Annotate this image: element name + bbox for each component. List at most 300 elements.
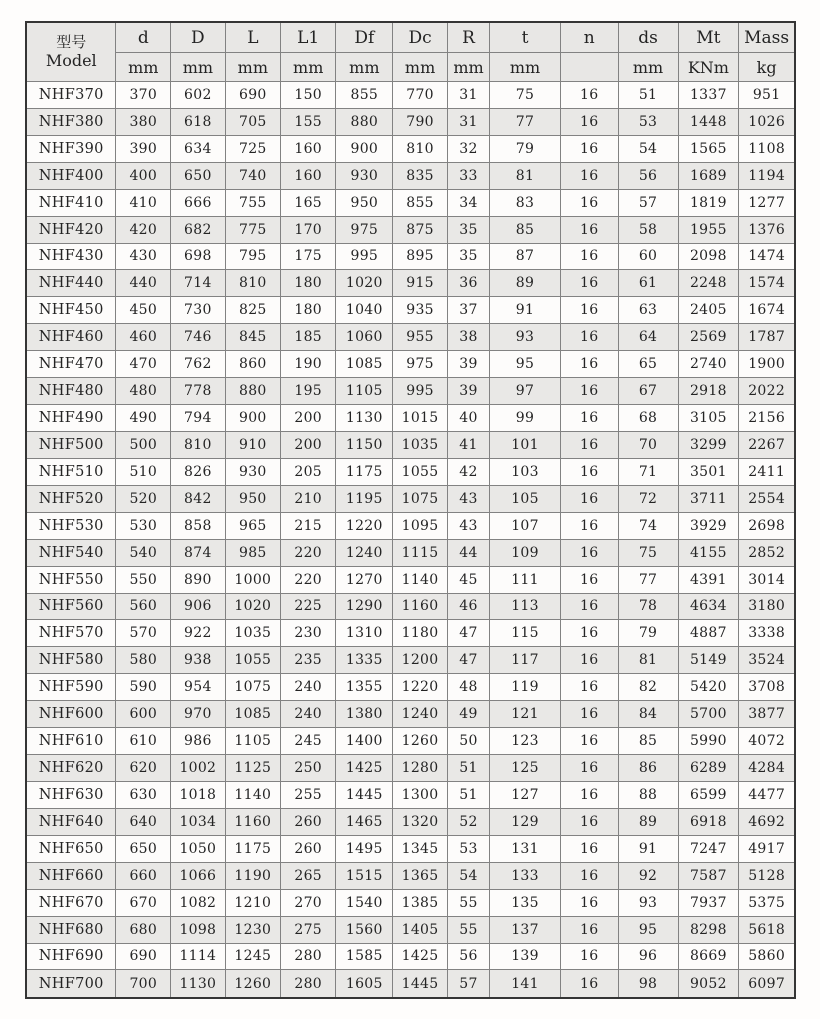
value-cell: 16 — [560, 135, 618, 162]
value-cell: 1200 — [393, 647, 448, 674]
model-cell: NHF460 — [26, 324, 116, 351]
value-cell: 7937 — [678, 889, 739, 916]
value-cell: 775 — [225, 216, 280, 243]
value-cell: 1290 — [336, 593, 393, 620]
value-cell: 3929 — [678, 512, 739, 539]
value-cell: 1448 — [678, 108, 739, 135]
value-cell: 54 — [618, 135, 678, 162]
table-row — [26, 970, 795, 998]
value-cell: 900 — [336, 135, 393, 162]
value-cell: 81 — [618, 647, 678, 674]
value-cell: 89 — [618, 808, 678, 835]
value-cell: 380 — [116, 108, 171, 135]
col-header-L: L — [225, 22, 280, 53]
value-cell: 3524 — [739, 647, 795, 674]
value-cell: 107 — [490, 512, 561, 539]
value-cell: 2852 — [739, 539, 795, 566]
table-row — [26, 862, 795, 889]
value-cell: 16 — [560, 808, 618, 835]
value-cell: 3877 — [739, 701, 795, 728]
value-cell: 250 — [281, 755, 336, 782]
table-row — [26, 808, 795, 835]
model-cell: NHF530 — [26, 512, 116, 539]
value-cell: 1585 — [336, 943, 393, 970]
value-cell: 810 — [393, 135, 448, 162]
value-cell: 4477 — [739, 781, 795, 808]
value-cell: 634 — [171, 135, 226, 162]
value-cell: 165 — [281, 189, 336, 216]
value-cell: 121 — [490, 701, 561, 728]
value-cell: 60 — [618, 243, 678, 270]
value-cell: 880 — [225, 378, 280, 405]
value-cell: 420 — [116, 216, 171, 243]
value-cell: 46 — [447, 593, 489, 620]
value-cell: 1605 — [336, 970, 393, 998]
value-cell: 874 — [171, 539, 226, 566]
table-row — [26, 889, 795, 916]
model-header-chinese: 型号 — [56, 32, 87, 51]
value-cell: 5420 — [678, 674, 739, 701]
col-header-n: n — [560, 22, 618, 53]
value-cell: 4284 — [739, 755, 795, 782]
value-cell: 3338 — [739, 620, 795, 647]
value-cell: 205 — [281, 458, 336, 485]
value-cell: 560 — [116, 593, 171, 620]
value-cell: 520 — [116, 485, 171, 512]
value-cell: 54 — [447, 862, 489, 889]
model-cell: NHF500 — [26, 431, 116, 458]
table-row — [26, 539, 795, 566]
value-cell: 220 — [281, 539, 336, 566]
value-cell: 2022 — [739, 378, 795, 405]
value-cell: 35 — [447, 243, 489, 270]
col-unit-t: mm — [490, 53, 561, 82]
col-unit-Mt: KNm — [678, 53, 739, 82]
value-cell: 16 — [560, 82, 618, 109]
value-cell: 68 — [618, 405, 678, 432]
value-cell: 1270 — [336, 566, 393, 593]
value-cell: 390 — [116, 135, 171, 162]
value-cell: 1400 — [336, 728, 393, 755]
value-cell: 160 — [281, 162, 336, 189]
value-cell: 5618 — [739, 916, 795, 943]
value-cell: 1114 — [171, 943, 226, 970]
value-cell: 770 — [393, 82, 448, 109]
value-cell: 33 — [447, 162, 489, 189]
value-cell: 103 — [490, 458, 561, 485]
value-cell: 935 — [393, 297, 448, 324]
value-cell: 951 — [739, 82, 795, 109]
value-cell: 135 — [490, 889, 561, 916]
value-cell: 57 — [447, 970, 489, 998]
value-cell: 4917 — [739, 835, 795, 862]
value-cell: 2248 — [678, 270, 739, 297]
value-cell: 92 — [618, 862, 678, 889]
value-cell: 83 — [490, 189, 561, 216]
model-cell: NHF560 — [26, 593, 116, 620]
value-cell: 8669 — [678, 943, 739, 970]
value-cell: 39 — [447, 351, 489, 378]
value-cell: 56 — [618, 162, 678, 189]
value-cell: 1280 — [393, 755, 448, 782]
value-cell: 6599 — [678, 781, 739, 808]
value-cell: 96 — [618, 943, 678, 970]
value-cell: 4391 — [678, 566, 739, 593]
value-cell: 47 — [447, 647, 489, 674]
model-cell: NHF600 — [26, 701, 116, 728]
model-cell: NHF670 — [26, 889, 116, 916]
value-cell: 875 — [393, 216, 448, 243]
value-cell: 880 — [336, 108, 393, 135]
value-cell: 51 — [447, 755, 489, 782]
value-cell: 225 — [281, 593, 336, 620]
value-cell: 79 — [618, 620, 678, 647]
value-cell: 16 — [560, 566, 618, 593]
value-cell: 842 — [171, 485, 226, 512]
value-cell: 950 — [336, 189, 393, 216]
value-cell: 37 — [447, 297, 489, 324]
table-body — [26, 82, 795, 999]
value-cell: 3180 — [739, 593, 795, 620]
value-cell: 1955 — [678, 216, 739, 243]
value-cell: 16 — [560, 216, 618, 243]
model-cell: NHF590 — [26, 674, 116, 701]
value-cell: 2267 — [739, 431, 795, 458]
value-cell: 1689 — [678, 162, 739, 189]
value-cell: 16 — [560, 647, 618, 674]
value-cell: 778 — [171, 378, 226, 405]
value-cell: 1355 — [336, 674, 393, 701]
col-header-L1: L1 — [281, 22, 336, 53]
value-cell: 810 — [225, 270, 280, 297]
value-cell: 16 — [560, 270, 618, 297]
value-cell: 16 — [560, 378, 618, 405]
value-cell: 4155 — [678, 539, 739, 566]
value-cell: 955 — [393, 324, 448, 351]
value-cell: 43 — [447, 485, 489, 512]
col-header-d: d — [116, 22, 171, 53]
col-unit-ds: mm — [618, 53, 678, 82]
value-cell: 450 — [116, 297, 171, 324]
value-cell: 835 — [393, 162, 448, 189]
value-cell: 1245 — [225, 943, 280, 970]
value-cell: 900 — [225, 405, 280, 432]
table-row — [26, 835, 795, 862]
value-cell: 180 — [281, 270, 336, 297]
value-cell: 600 — [116, 701, 171, 728]
value-cell: 89 — [490, 270, 561, 297]
value-cell: 16 — [560, 108, 618, 135]
model-cell: NHF700 — [26, 970, 116, 998]
value-cell: 1310 — [336, 620, 393, 647]
value-cell: 275 — [281, 916, 336, 943]
value-cell: 1020 — [225, 593, 280, 620]
value-cell: 4072 — [739, 728, 795, 755]
table-row — [26, 701, 795, 728]
value-cell: 795 — [225, 243, 280, 270]
value-cell: 5128 — [739, 862, 795, 889]
value-cell: 910 — [225, 431, 280, 458]
value-cell: 58 — [618, 216, 678, 243]
value-cell: 16 — [560, 728, 618, 755]
value-cell: 440 — [116, 270, 171, 297]
value-cell: 1085 — [225, 701, 280, 728]
value-cell: 41 — [447, 431, 489, 458]
value-cell: 410 — [116, 189, 171, 216]
value-cell: 117 — [490, 647, 561, 674]
value-cell: 570 — [116, 620, 171, 647]
value-cell: 16 — [560, 458, 618, 485]
value-cell: 1105 — [336, 378, 393, 405]
value-cell: 500 — [116, 431, 171, 458]
value-cell: 1540 — [336, 889, 393, 916]
value-cell: 123 — [490, 728, 561, 755]
value-cell: 970 — [171, 701, 226, 728]
value-cell: 370 — [116, 82, 171, 109]
model-cell: NHF480 — [26, 378, 116, 405]
model-cell: NHF520 — [26, 485, 116, 512]
value-cell: 150 — [281, 82, 336, 109]
value-cell: 84 — [618, 701, 678, 728]
model-cell: NHF550 — [26, 566, 116, 593]
value-cell: 580 — [116, 647, 171, 674]
value-cell: 680 — [116, 916, 171, 943]
model-cell: NHF370 — [26, 82, 116, 109]
value-cell: 44 — [447, 539, 489, 566]
value-cell: 141 — [490, 970, 561, 998]
value-cell: 85 — [490, 216, 561, 243]
value-cell: 86 — [618, 755, 678, 782]
value-cell: 245 — [281, 728, 336, 755]
value-cell: 16 — [560, 243, 618, 270]
value-cell: 1105 — [225, 728, 280, 755]
table-row — [26, 351, 795, 378]
value-cell: 922 — [171, 620, 226, 647]
value-cell: 185 — [281, 324, 336, 351]
value-cell: 16 — [560, 593, 618, 620]
value-cell: 240 — [281, 701, 336, 728]
value-cell: 34 — [447, 189, 489, 216]
model-cell: NHF400 — [26, 162, 116, 189]
value-cell: 85 — [618, 728, 678, 755]
value-cell: 53 — [447, 835, 489, 862]
table-row — [26, 162, 795, 189]
model-cell: NHF690 — [26, 943, 116, 970]
model-cell: NHF490 — [26, 405, 116, 432]
col-header-Df: Df — [336, 22, 393, 53]
value-cell: 890 — [171, 566, 226, 593]
value-cell: 45 — [447, 566, 489, 593]
value-cell: 1130 — [336, 405, 393, 432]
value-cell: 78 — [618, 593, 678, 620]
value-cell: 1020 — [336, 270, 393, 297]
value-cell: 630 — [116, 781, 171, 808]
value-cell: 4634 — [678, 593, 739, 620]
value-cell: 16 — [560, 674, 618, 701]
col-header-D: D — [171, 22, 226, 53]
model-cell: NHF660 — [26, 862, 116, 889]
model-cell: NHF610 — [26, 728, 116, 755]
value-cell: 200 — [281, 405, 336, 432]
value-cell: 215 — [281, 512, 336, 539]
value-cell: 240 — [281, 674, 336, 701]
model-cell: NHF570 — [26, 620, 116, 647]
value-cell: 490 — [116, 405, 171, 432]
value-cell: 235 — [281, 647, 336, 674]
value-cell: 16 — [560, 970, 618, 998]
value-cell: 858 — [171, 512, 226, 539]
value-cell: 995 — [336, 243, 393, 270]
value-cell: 1050 — [171, 835, 226, 862]
value-cell: 2740 — [678, 351, 739, 378]
table-row — [26, 405, 795, 432]
value-cell: 1195 — [336, 485, 393, 512]
value-cell: 650 — [171, 162, 226, 189]
value-cell: 16 — [560, 297, 618, 324]
value-cell: 51 — [447, 781, 489, 808]
value-cell: 1180 — [393, 620, 448, 647]
value-cell: 70 — [618, 431, 678, 458]
value-cell: 7587 — [678, 862, 739, 889]
value-cell: 115 — [490, 620, 561, 647]
value-cell: 7247 — [678, 835, 739, 862]
value-cell: 666 — [171, 189, 226, 216]
value-cell: 1075 — [225, 674, 280, 701]
value-cell: 91 — [490, 297, 561, 324]
value-cell: 640 — [116, 808, 171, 835]
value-cell: 1380 — [336, 701, 393, 728]
value-cell: 975 — [393, 351, 448, 378]
value-cell: 1320 — [393, 808, 448, 835]
model-cell: NHF420 — [26, 216, 116, 243]
value-cell: 400 — [116, 162, 171, 189]
value-cell: 650 — [116, 835, 171, 862]
value-cell: 610 — [116, 728, 171, 755]
value-cell: 1345 — [393, 835, 448, 862]
value-cell: 210 — [281, 485, 336, 512]
model-cell: NHF510 — [26, 458, 116, 485]
value-cell: 71 — [618, 458, 678, 485]
table-row — [26, 485, 795, 512]
value-cell: 155 — [281, 108, 336, 135]
value-cell: 965 — [225, 512, 280, 539]
value-cell: 127 — [490, 781, 561, 808]
value-cell: 49 — [447, 701, 489, 728]
value-cell: 16 — [560, 539, 618, 566]
value-cell: 2405 — [678, 297, 739, 324]
value-cell: 1130 — [171, 970, 226, 998]
value-cell: 95 — [490, 351, 561, 378]
value-cell: 746 — [171, 324, 226, 351]
model-cell: NHF650 — [26, 835, 116, 862]
value-cell: 460 — [116, 324, 171, 351]
value-cell: 1125 — [225, 755, 280, 782]
value-cell: 1108 — [739, 135, 795, 162]
table-row — [26, 378, 795, 405]
model-cell: NHF620 — [26, 755, 116, 782]
value-cell: 1002 — [171, 755, 226, 782]
value-cell: 2698 — [739, 512, 795, 539]
value-cell: 705 — [225, 108, 280, 135]
value-cell: 16 — [560, 512, 618, 539]
value-cell: 1365 — [393, 862, 448, 889]
value-cell: 895 — [393, 243, 448, 270]
value-cell: 91 — [618, 835, 678, 862]
value-cell: 48 — [447, 674, 489, 701]
value-cell: 1515 — [336, 862, 393, 889]
value-cell: 16 — [560, 755, 618, 782]
value-cell: 1445 — [336, 781, 393, 808]
value-cell: 230 — [281, 620, 336, 647]
col-unit-Mass: kg — [739, 53, 795, 82]
value-cell: 139 — [490, 943, 561, 970]
value-cell: 1018 — [171, 781, 226, 808]
value-cell: 280 — [281, 943, 336, 970]
value-cell: 133 — [490, 862, 561, 889]
value-cell: 6097 — [739, 970, 795, 998]
col-unit-Df: mm — [336, 53, 393, 82]
col-unit-n — [560, 53, 618, 82]
value-cell: 725 — [225, 135, 280, 162]
value-cell: 3501 — [678, 458, 739, 485]
value-cell: 4692 — [739, 808, 795, 835]
value-cell: 5375 — [739, 889, 795, 916]
model-cell: NHF640 — [26, 808, 116, 835]
value-cell: 39 — [447, 378, 489, 405]
model-cell: NHF390 — [26, 135, 116, 162]
model-cell: NHF680 — [26, 916, 116, 943]
value-cell: 55 — [447, 916, 489, 943]
value-cell: 550 — [116, 566, 171, 593]
model-cell: NHF430 — [26, 243, 116, 270]
value-cell: 1240 — [336, 539, 393, 566]
value-cell: 77 — [618, 566, 678, 593]
value-cell: 93 — [618, 889, 678, 916]
value-cell: 430 — [116, 243, 171, 270]
col-unit-L1: mm — [281, 53, 336, 82]
value-cell: 101 — [490, 431, 561, 458]
value-cell: 1015 — [393, 405, 448, 432]
value-cell: 280 — [281, 970, 336, 998]
value-cell: 5149 — [678, 647, 739, 674]
value-cell: 762 — [171, 351, 226, 378]
value-cell: 77 — [490, 108, 561, 135]
table-row — [26, 620, 795, 647]
value-cell: 855 — [336, 82, 393, 109]
value-cell: 790 — [393, 108, 448, 135]
value-cell: 109 — [490, 539, 561, 566]
value-cell: 1240 — [393, 701, 448, 728]
value-cell: 3014 — [739, 566, 795, 593]
value-cell: 31 — [447, 82, 489, 109]
value-cell: 1445 — [393, 970, 448, 998]
value-cell: 1819 — [678, 189, 739, 216]
value-cell: 730 — [171, 297, 226, 324]
col-unit-R: mm — [447, 53, 489, 82]
value-cell: 1385 — [393, 889, 448, 916]
value-cell: 1115 — [393, 539, 448, 566]
value-cell: 16 — [560, 835, 618, 862]
value-cell: 16 — [560, 916, 618, 943]
value-cell: 16 — [560, 162, 618, 189]
model-header-english: Model — [45, 51, 97, 71]
value-cell: 906 — [171, 593, 226, 620]
value-cell: 2569 — [678, 324, 739, 351]
value-cell: 3299 — [678, 431, 739, 458]
col-unit-L: mm — [225, 53, 280, 82]
value-cell: 5860 — [739, 943, 795, 970]
value-cell: 2156 — [739, 405, 795, 432]
